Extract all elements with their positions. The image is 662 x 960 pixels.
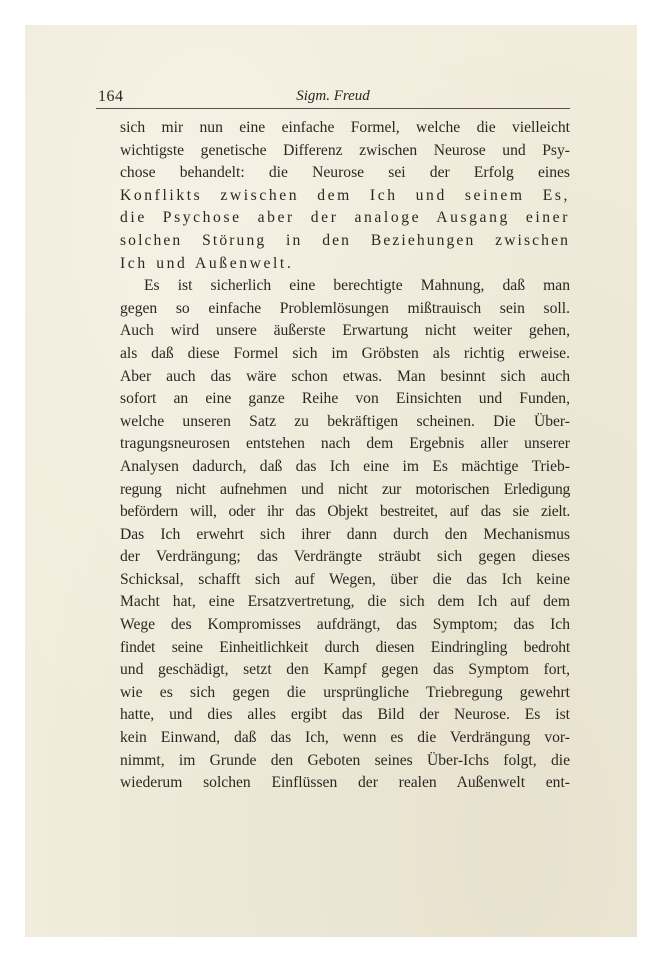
text-line: sofort an eine ganze Reihe von Einsichten und Funden, (120, 390, 570, 408)
body-text (120, 117, 570, 795)
text-line: Analysen dadurch, daß das Ich eine im Es mächtige Trieb- (120, 457, 570, 475)
page-header (96, 86, 570, 109)
text-line: sich mir nun eine einfache Formel, welche die vielleicht (120, 119, 570, 136)
text-line: Macht hat, eine Ersatzvertretung, die sich dem Ich auf dem (120, 593, 570, 611)
text-line: nimmt, im Grunde den Geboten seines Über-Ichs folgt, die (120, 751, 570, 769)
text-line: Auch wird unsere äußerste Erwartung nicht weiter gehen, (120, 322, 570, 340)
text-line: gegen so einfache Problemlösungen mißtrauisch sein soll. (120, 299, 570, 317)
page-number: 164 (98, 88, 124, 105)
text-line: Aber auch das wäre schon etwas. Man besinnt sich auch (120, 367, 570, 385)
text-line: und geschädigt, setzt den Kampf gegen das Symptom fort, (120, 661, 570, 679)
text-line: wie es sich gegen die ursprüngliche Triebregung gewehrt (120, 683, 570, 701)
text-line: wichtigste genetische Differenz zwischen Neurose und Psy- (120, 141, 570, 159)
text-line: chose behandelt: die Neurose sei der Erfolg eines (120, 164, 570, 182)
text-line: tragungsneurosen entstehen nach dem Ergebnis aller unserer (120, 435, 570, 453)
text-line: der Verdrängung; das Verdrängte sträubt sich gegen dieses (120, 548, 570, 566)
text-line: Schicksal, schafft sich auf Wegen, über die das Ich keine (120, 570, 570, 588)
text-line: findet seine Einheitlichkeit durch diesen Eindringling bedroht (120, 638, 570, 656)
text-line: als daß diese Formel sich im Gröbsten als richtig erweise. (120, 344, 570, 362)
text-line: wiederum solchen Einflüssen der realen Außenwelt ent- (120, 774, 570, 792)
text-line: Das Ich erwehrt sich ihrer dann durch den Mechanismus (120, 525, 570, 543)
text-line-spaced: Ich und Außenwelt. (120, 254, 294, 272)
text-line: regung nicht aufnehmen und nicht zur motorischen Erledigung (120, 480, 570, 498)
text-line: Wege des Kompromisses aufdrängt, das Symptom; das Ich (120, 616, 570, 634)
text-line: welche unseren Satz zu bekräftigen scheinen. Die Über- (120, 412, 570, 430)
text-line: befördern will, oder ihr das Objekt bestreitet, auf das sie zielt. (120, 503, 570, 521)
text-line: kein Einwand, daß das Ich, wenn es die Verdrängung vor- (120, 729, 570, 747)
text-line-spaced: die Psychose aber der analoge Ausgang einer (120, 209, 570, 227)
text-line-spaced: Konflikts zwischen dem Ich und seinem Es, (120, 186, 570, 204)
paragraph-start-line: Es ist sicherlich eine berechtigte Mahnung, daß man (144, 277, 570, 295)
text-line: hatte, und dies alles ergibt das Bild der Neurose. Es ist (120, 706, 570, 724)
running-head: Sigm. Freud (296, 88, 370, 104)
text-line-spaced: solchen Störung in den Beziehungen zwischen (120, 231, 570, 249)
